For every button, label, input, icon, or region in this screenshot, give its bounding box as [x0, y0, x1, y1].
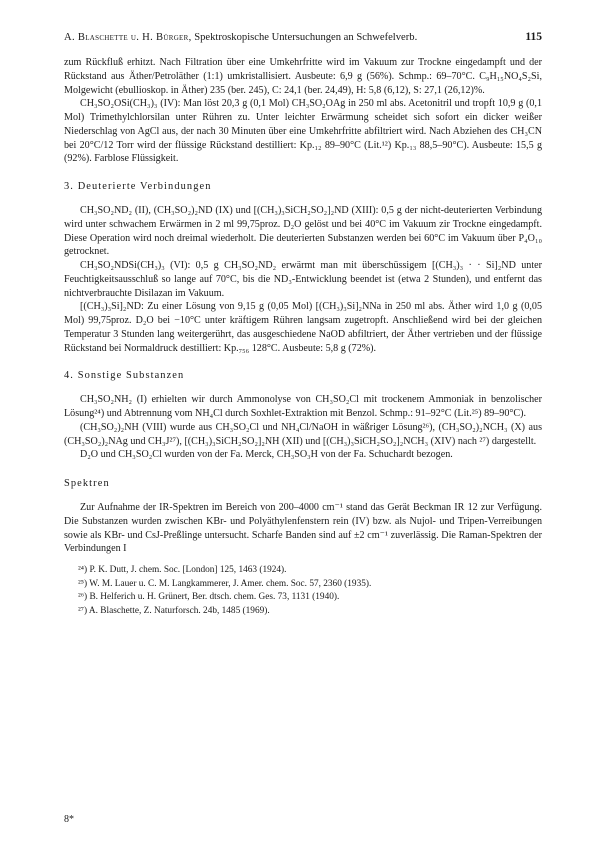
paragraph-compound-i: CH₃SO₂NH₂ (I) erhielten wir durch Ammonolyse von CH₃SO₂Cl mit trockenem Ammoniak in benzolischer Lösung²⁴) und Abtrennung vom NH₄Cl durch Soxhlet-Extraktion mit Benzol. Schmp.: 91–92°C (Lit.²⁵) 89–90°C). — [64, 394, 542, 419]
header-text — [64, 31, 417, 45]
paragraph-spectra: Zur Aufnahme der IR-Spektren im Bereich von 200–4000 cm⁻¹ stand das Gerät Beckman IR 12 zur Verfügung. Die Substanzen wurden zwischen KBr- und Polyäthylenfenstern rein (IV) bzw. als Nujol- und Tripen-Verreibungen sowie als KBr- und CsJ-Preßlinge untersucht. Scharfe Banden sind auf ±2 cm⁻¹ zuverlässig. Die Raman-Spektren der Verbindungen I — [64, 502, 542, 555]
paragraph-continuation: zum Rückfluß erhitzt. Nach Filtration über eine Umkehrfritte wird im Vakuum zur Trockne eingedampft und der Rückstand aus Äther/Petroläther (1:1) umkristallisiert. Ausbeute: 6,9 g (56%). Schmp.: 69–70°C. C₉H₁₅NO₄S₂Si, Molgewicht (ebullioskop. in Äther) 235 (ber. 245), C: 24,1 (ber. 24,49), H: 5,8 (6,12), S: 27,1 (26,12)%. — [64, 57, 542, 96]
header-title: Spektroskopische Untersuchungen an Schwefelverb. — [194, 32, 418, 43]
section-heading-spectra: Spektren — [64, 478, 110, 489]
paragraph-suppliers: D₂O und CH₃SO₂Cl wurden von der Fa. Merck, CH₃SO₃H von der Fa. Schuchardt bezogen. — [80, 449, 453, 461]
paragraph-disilazane: [(CH₃)₃Si]₂ND: Zu einer Lösung von 9,15 g (0,05 Mol) [(CH₃)₃Si]₂NNa in 250 ml abs. Äther wird 1,0 g (0,05 Mol) 99,75proz. D₂O bei −10°C unter kräftigem Rühren langsam zugetropft. Anschließend wird bei der gleichen Temperatur 3 Stunden lang weitergerührt, das ausgeschiedene NaOD abfiltriert, der Äther vertrieben und der flüssige Rückstand bei Normaldruck destilliert: Kp.₇₅₆ 128°C. Ausbeute: 5,8 g (72%). — [64, 301, 542, 354]
paragraph-deuterated-compounds: CH₃SO₂ND₂ (II), (CH₃SO₂)₂ND (IX) und [(CH₃)₃SiCH₂SO₂]₂ND (XIII): 0,5 g der nicht-deuterierten Verbindung wird unter schwachem Erwärmen in 2 ml 99,75proz. D₂O gelöst und bei 40°C im Vakuum zir Trockne eingedampft. Diese Operation wird noch dreimal wiederholt. Die deuterierten Substanzen werden bei 60°C im Vakuum über P₄O₁₀ getrocknet. — [64, 205, 542, 258]
paragraph-compound-iv: CH₃SO₂OSi(CH₃)₃ (IV): Man löst 20,3 g (0,1 Mol) CH₃SO₂OAg in 250 ml abs. Acetonitril und tropft 10,9 g (0,1 Mol) Trimethylchlorsilan unter Rühren zu. Unter leichter Erwärmung scheidet sich sofort ein dicker weißer Niederschlag von AgCl aus, der nach 30 Minuten über eine Umkehrfritte abfiltriert wird. Nach Abziehen des CH₃CN bei 20°C/12 Torr wird der flüssige Rückstand destilliert: Kp.₁₂ 89–90°C (Lit.¹²) Kp.₁₃ 88,5–90°C). Ausbeute: 15,5 g (92%). Farblose Flüssigkeit. — [64, 98, 542, 165]
page — [64, 30, 542, 618]
footnote: ²⁷) A. Blaschette, Z. Naturforsch. 24b, 1485 (1969). — [78, 605, 270, 616]
paragraph-compound-viii: (CH₃SO₂)₂NH (VIII) wurde aus CH₃SO₂Cl und NH₄Cl/NaOH in wäßriger Lösung²⁶), (CH₃SO₂)₂NCH₃ (X) aus (CH₃SO₂)₂NAg und CH₃J²⁷), [(CH₃)₃SiCH₂SO₂]₂NH (XII) und [(CH₃)₃SiCH₂SO₂]₂NCH₃ (XIV) nach ²⁷) dargestellt. — [64, 421, 542, 447]
signature-mark: 8* — [64, 814, 74, 825]
footnote: ²⁵) W. M. Lauer u. C. M. Langkammerer, J. Amer. chem. Soc. 57, 2360 (1935). — [78, 578, 372, 589]
section-heading-other: 4. Sonstige Substanzen — [64, 370, 185, 382]
header-authors: A. Blaschette u. H. Bürger, — [64, 32, 192, 43]
footnote: ²⁶) B. Helferich u. H. Grünert, Ber. dtsch. chem. Ges. 73, 1131 (1940). — [78, 592, 340, 602]
page-number: 115 — [525, 31, 542, 43]
running-header — [64, 30, 542, 45]
section-heading-deuterated: 3. Deuterierte Verbindungen — [64, 181, 212, 192]
footnote: ²⁴) P. K. Dutt, J. chem. Soc. [London] 125, 1463 (1924). — [78, 565, 287, 575]
footnotes — [64, 564, 542, 618]
paragraph-compound-vi: CH₃SO₂NDSi(CH₃)₃ (VI): 0,5 g CH₃SO₂ND₂ erwärmt man mit überschüssigem [(CH₃)₃ · · Si]₂ND unter Feuchtigkeitsausschluß so lange auf 70°C, bis die ND₃-Entwicklung beendet ist (etwa 2 Stunden), und entfernt das nichtverbrauchte Disilazan im Vakuum. — [64, 260, 542, 299]
